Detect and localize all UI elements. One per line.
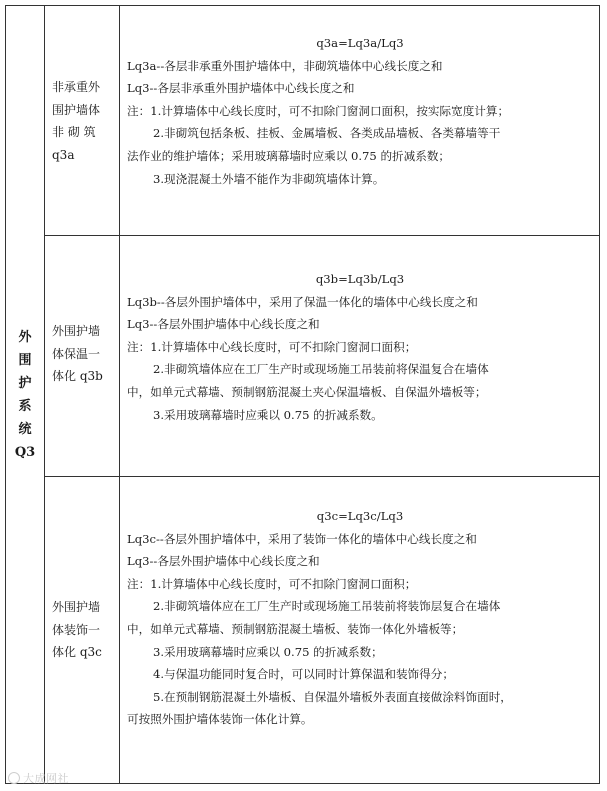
note-line: 3.现浇混凝土外墙不能作为非砌筑墙体计算。 bbox=[153, 171, 385, 186]
group-label-char: Q3 bbox=[14, 444, 36, 460]
group-label-char: 外 bbox=[18, 329, 32, 345]
note-line: 3.采用玻璃幕墙时应乘以 0.75 的折减系数； bbox=[153, 644, 383, 659]
row-label-line: q3a bbox=[52, 147, 75, 162]
requirements-table bbox=[5, 5, 600, 784]
note-line: 注：1.计算墙体中心线长度时，可不扣除门窗洞口面积； bbox=[127, 576, 417, 591]
group-label-char: 围 bbox=[18, 352, 32, 368]
definition-line: Lq3b--各层外围护墙体中，采用了保温一体化的墙体中心线长度之和 bbox=[127, 294, 478, 309]
note-line: 2.非砌筑墙体应在工厂生产时或现场施工吊装前将装饰层复合在墙体 bbox=[153, 599, 501, 614]
formula-q3c: q3c=Lq3c/Lq3 bbox=[316, 509, 404, 523]
note-line: 注：1.计算墙体中心线长度时，可不扣除门窗洞口面积； bbox=[127, 339, 417, 354]
row-content-q3c bbox=[121, 505, 599, 731]
group-label-q3 bbox=[6, 6, 44, 783]
definition-line: Lq3a--各层非承重外围护墙体中，非砌筑墙体中心线长度之和 bbox=[127, 58, 443, 73]
row-label-q3a bbox=[46, 76, 120, 166]
group-label-char: 统 bbox=[18, 421, 32, 437]
definition-line: Lq3--各层外围护墙体中心线长度之和 bbox=[127, 554, 320, 569]
note-line: 中，如单元式幕墙、预制钢筋混凝土夹心保温墙板、自保温外墙板等； bbox=[127, 384, 487, 399]
note-line: 3.采用玻璃幕墙时应乘以 0.75 的折减系数。 bbox=[153, 407, 383, 422]
row-label-line: 外围护墙 bbox=[52, 324, 101, 338]
definition-line: Lq3c--各层外围护墙体中，采用了装饰一体化的墙体中心线长度之和 bbox=[127, 531, 477, 546]
grid-line-h2 bbox=[44, 476, 599, 477]
row-label-line: 外围护墙 bbox=[52, 600, 101, 614]
row-label-line: 非 砌 筑 bbox=[52, 125, 96, 139]
row-label-line: 体化 q3c bbox=[52, 645, 102, 659]
watermark bbox=[8, 770, 69, 786]
row-label-q3b bbox=[46, 320, 120, 388]
row-label-line: 非承重外 bbox=[52, 80, 101, 94]
row-label-line: 体保温一 bbox=[52, 346, 101, 361]
note-line: 注：1.计算墙体中心线长度时，可不扣除门窗洞口面积，按实际宽度计算； bbox=[127, 103, 510, 118]
row-label-line: 体化 q3b bbox=[52, 369, 103, 383]
note-line: 4.与保温功能同时复合时，可以同时计算保温和装饰得分； bbox=[153, 667, 454, 682]
note-line: 2.非砌筑墙体应在工厂生产时或现场施工吊装前将保温复合在墙体 bbox=[153, 362, 489, 377]
group-label-char: 护 bbox=[18, 375, 32, 391]
watermark-text: 大成网社 bbox=[23, 772, 69, 785]
note-line: 法作业的维护墙体；采用玻璃幕墙时应乘以 0.75 的折减系数； bbox=[127, 148, 451, 163]
note-line: 可按照外围护墙体装饰一体化计算。 bbox=[127, 712, 313, 727]
definition-line: Lq3--各层非承重外围护墙体中心线长度之和 bbox=[127, 81, 355, 96]
note-line: 中，如单元式幕墙、预制钢筋混凝土墙板、装饰一体化外墙板等； bbox=[127, 621, 464, 636]
grid-line-h1 bbox=[44, 235, 599, 236]
note-line: 2.非砌筑包括条板、挂板、金属墙板、各类成品墙板、各类幕墙等干 bbox=[153, 126, 501, 141]
note-line: 5.在预制钢筋混凝土外墙板、自保温外墙板外表面直接做涂料饰面时， bbox=[153, 689, 512, 704]
watermark-logo-icon bbox=[8, 772, 20, 784]
formula-q3a: q3a=Lq3a/Lq3 bbox=[316, 36, 404, 50]
row-content-q3a bbox=[121, 32, 599, 190]
row-label-line: 围护墙体 bbox=[52, 102, 101, 117]
definition-line: Lq3--各层外围护墙体中心线长度之和 bbox=[127, 317, 320, 332]
group-label-char: 系 bbox=[18, 398, 32, 414]
grid-line-v1 bbox=[44, 6, 45, 783]
row-content-q3b bbox=[121, 268, 599, 426]
row-label-line: 体装饰一 bbox=[52, 622, 101, 637]
formula-q3b: q3b=Lq3b/Lq3 bbox=[315, 272, 405, 286]
row-label-q3c bbox=[46, 596, 120, 664]
